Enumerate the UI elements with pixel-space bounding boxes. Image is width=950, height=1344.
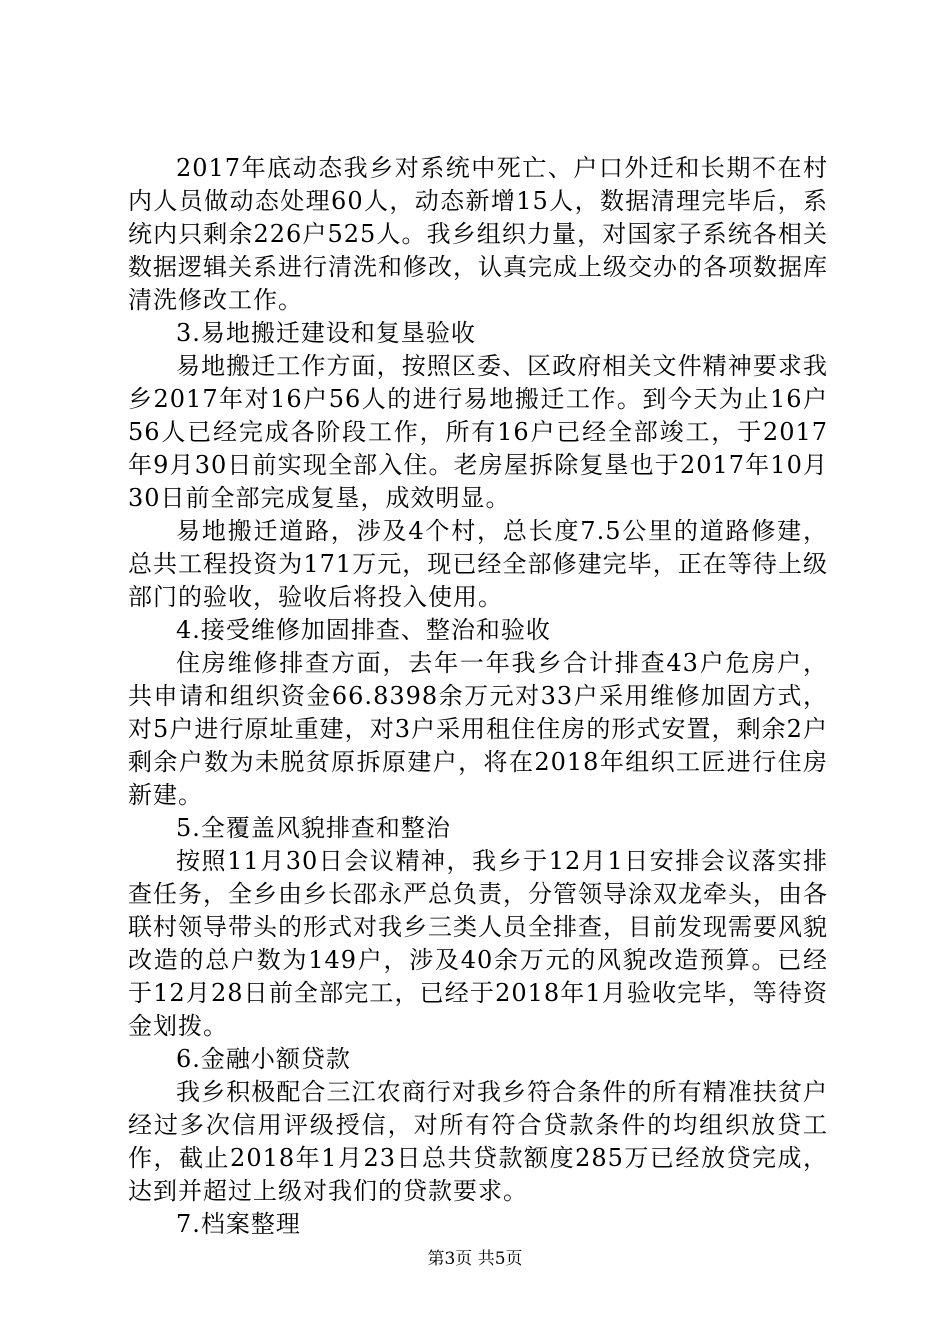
paragraph: 2017年底动态我乡对系统中死亡、户口外迁和长期不在村内人员做动态处理60人，动态新增15人，数据清理完毕后，系统内只剩余226户525人。我乡组织力量，对国家子系统各相关数据逻辑关系进行清洗和修改，认真完成上级交办的各项数据库清洗修改工作。 — [128, 154, 828, 314]
section-heading: 4.接受维修加固排查、整治和验收 — [176, 616, 551, 644]
paragraph: 易地搬迁道路，涉及4个村，总长度7.5公里的道路修建，总共工程投资为171万元，现已经全部修建完毕，正在等待上级部门的验收，验收后将投入使用。 — [128, 517, 828, 611]
paragraph: 易地搬迁工作方面，按照区委、区政府相关文件精神要求我乡2017年对16户56人的进行易地搬迁工作。到今天为止16户56人已经完成各阶段工作，所有16户已经全部竣工，于2017年9月30日前实现全部入住。老房屋拆除复垦也于2017年10月30日前全部完成复垦，成效明显。 — [128, 352, 828, 512]
section-heading: 3.易地搬迁建设和复垦验收 — [176, 319, 476, 347]
paragraph: 住房维修排查方面，去年一年我乡合计排查43户危房户，共申请和组织资金66.8398余万元对33户采用维修加固方式，对5户进行原址重建，对3户采用租住住房的形式安置，剩余2户剩余户数为未脱贫原拆原建户，将在2018年组织工匠进行住房新建。 — [128, 649, 828, 809]
section-heading: 6.金融小额贷款 — [176, 1045, 351, 1073]
section-heading: 7.档案整理 — [176, 1210, 301, 1238]
paragraph: 按照11月30日会议精神，我乡于12月1日安排会议落实排查任务，全乡由乡长邵永严总负责，分管领导涂双龙牵头，由各联村领导带头的形式对我乡三类人员全排查，目前发现需要风貌改造的总户数为149户，涉及40余万元的风貌改造预算。已经于12月28日前全部完工，已经于2018年1月验收完毕，等待资金划拨。 — [128, 847, 828, 1040]
document-body — [128, 152, 828, 1241]
page-number-footer: 第3页 共5页 — [427, 1249, 523, 1269]
paragraph: 我乡积极配合三江农商行对我乡符合条件的所有精准扶贫户经过多次信用评级授信，对所有符合贷款条件的均组织放贷工作，截止2018年1月23日总共贷款额度285万已经放贷完成，达到并超过上级对我们的贷款要求。 — [128, 1078, 828, 1205]
section-heading: 5.全覆盖风貌排查和整治 — [176, 814, 451, 842]
